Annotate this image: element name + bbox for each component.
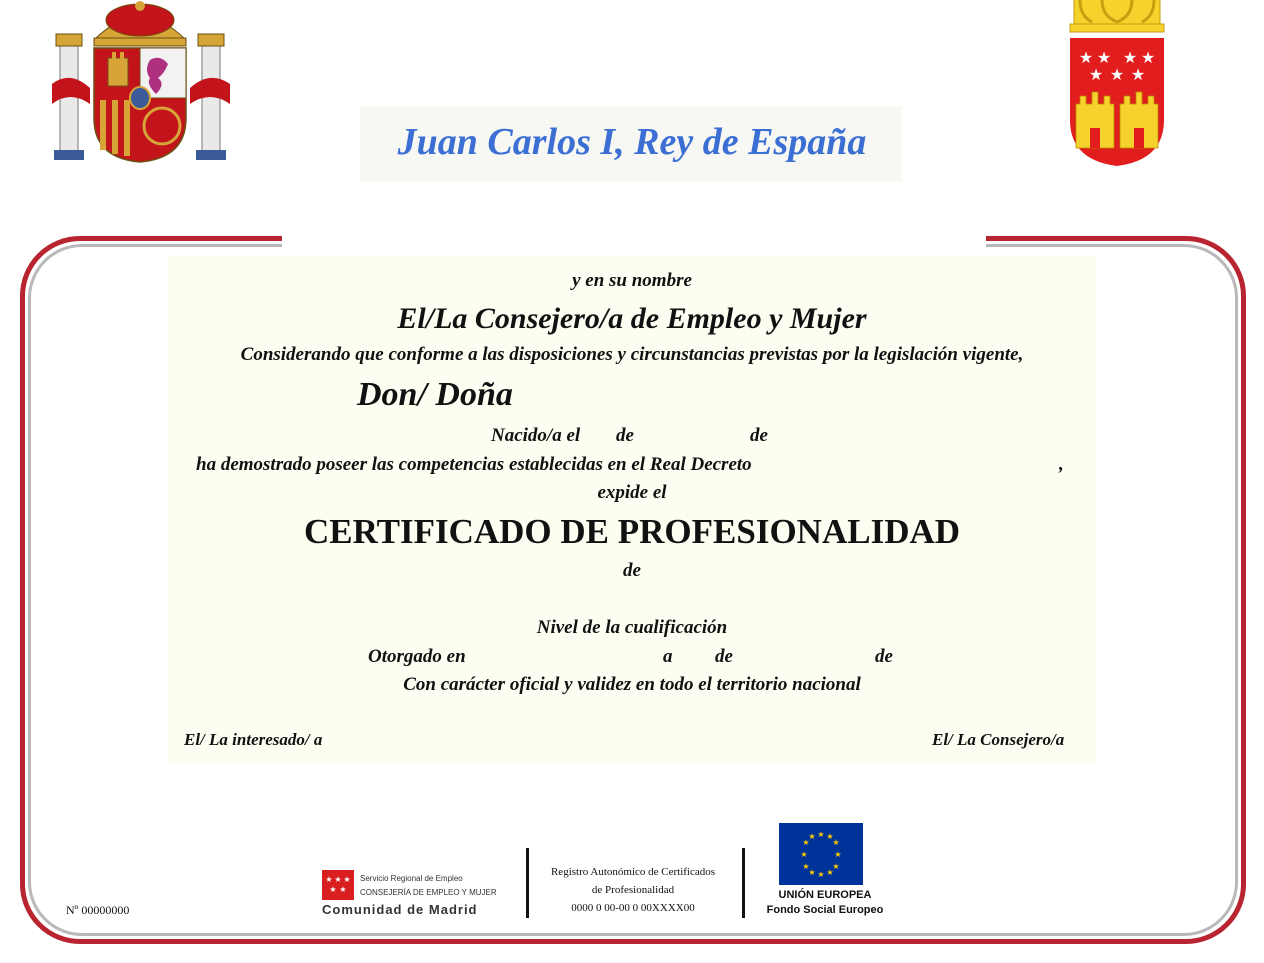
svg-text:★: ★: [1122, 48, 1138, 67]
born-de-2: de: [750, 425, 768, 446]
decree-comma: ,: [1059, 454, 1064, 475]
svg-text:★: ★: [1140, 48, 1156, 67]
eu-flag-icon: [779, 823, 863, 885]
decree-line: ha demostrado poseer las competencias establecidas en el Real Decreto: [196, 454, 752, 475]
svg-text:★: ★: [808, 832, 816, 841]
eu-name: UNIÓN EUROPEA: [778, 889, 872, 901]
madrid-service-line: Servicio Regional de Empleo: [360, 874, 463, 883]
registry-code: 0000 0 00-00 0 00XXXX00: [571, 902, 695, 914]
page-title: Juan Carlos I, Rey de España: [397, 121, 867, 163]
signature-interested: El/ La interesado/ a: [184, 730, 323, 749]
svg-text:★: ★: [832, 862, 840, 871]
on-behalf-line: y en su nombre: [572, 270, 692, 291]
svg-text:★: ★: [834, 850, 842, 859]
issuer-line: El/La Consejero/a de Empleo y Mujer: [397, 302, 867, 335]
madrid-name: Comunidad de Madrid: [322, 902, 478, 917]
svg-text:★: ★: [817, 870, 825, 879]
granted-de-2: de: [875, 646, 893, 667]
frame-top-gap: [282, 226, 986, 252]
granted-a: a: [663, 646, 673, 667]
name-label: Don/ Doña: [357, 376, 513, 413]
certificate-de: de: [623, 560, 641, 581]
svg-text:★: ★: [1078, 48, 1094, 67]
svg-text:★: ★: [817, 830, 825, 839]
registry-line-2: de Profesionalidad: [591, 884, 675, 896]
svg-text:★: ★: [1130, 65, 1146, 84]
svg-text:★: ★: [339, 885, 347, 894]
svg-text:★: ★: [325, 875, 333, 884]
born-label: Nacido/a el: [491, 425, 581, 446]
svg-text:★: ★: [808, 868, 816, 877]
granted-label: Otorgado en: [368, 646, 466, 667]
issues-line: expide el: [597, 482, 667, 503]
certificate-number: Nº 00000000: [66, 903, 130, 917]
svg-text:★: ★: [826, 832, 834, 841]
registry-line-1: Registro Autonómico de Certificados: [550, 866, 716, 878]
svg-text:★: ★: [1088, 65, 1104, 84]
footer-divider-2: [742, 848, 745, 918]
granted-de-1: de: [715, 646, 733, 667]
svg-text:★: ★: [1109, 65, 1125, 84]
signature-consejero: El/ La Consejero/a: [932, 730, 1065, 749]
official-validity-line: Con carácter oficial y validez en todo el territorio nacional: [403, 674, 861, 695]
svg-text:★: ★: [329, 885, 337, 894]
svg-text:★: ★: [1096, 48, 1112, 67]
svg-text:★: ★: [826, 868, 834, 877]
svg-text:★: ★: [802, 838, 810, 847]
madrid-consejeria-line: CONSEJERÍA DE EMPLEO Y MUJER: [360, 888, 497, 897]
born-de-1: de: [616, 425, 634, 446]
svg-text:★: ★: [802, 862, 810, 871]
certificate-title: CERTIFICADO DE PROFESIONALIDAD: [303, 512, 961, 551]
svg-text:★: ★: [832, 838, 840, 847]
footer-divider-1: [526, 848, 529, 918]
svg-text:★: ★: [334, 875, 342, 884]
eu-fund: Fondo Social Europeo: [766, 904, 884, 916]
svg-text:★: ★: [343, 875, 351, 884]
madrid-flag-logo-icon: [322, 870, 354, 900]
considering-line: Considerando que conforme a las disposiciones y circunstancias previstas por la legislación vigente,: [240, 344, 1024, 365]
qualification-level: Nivel de la cualificación: [536, 617, 728, 638]
svg-text:★: ★: [800, 850, 808, 859]
